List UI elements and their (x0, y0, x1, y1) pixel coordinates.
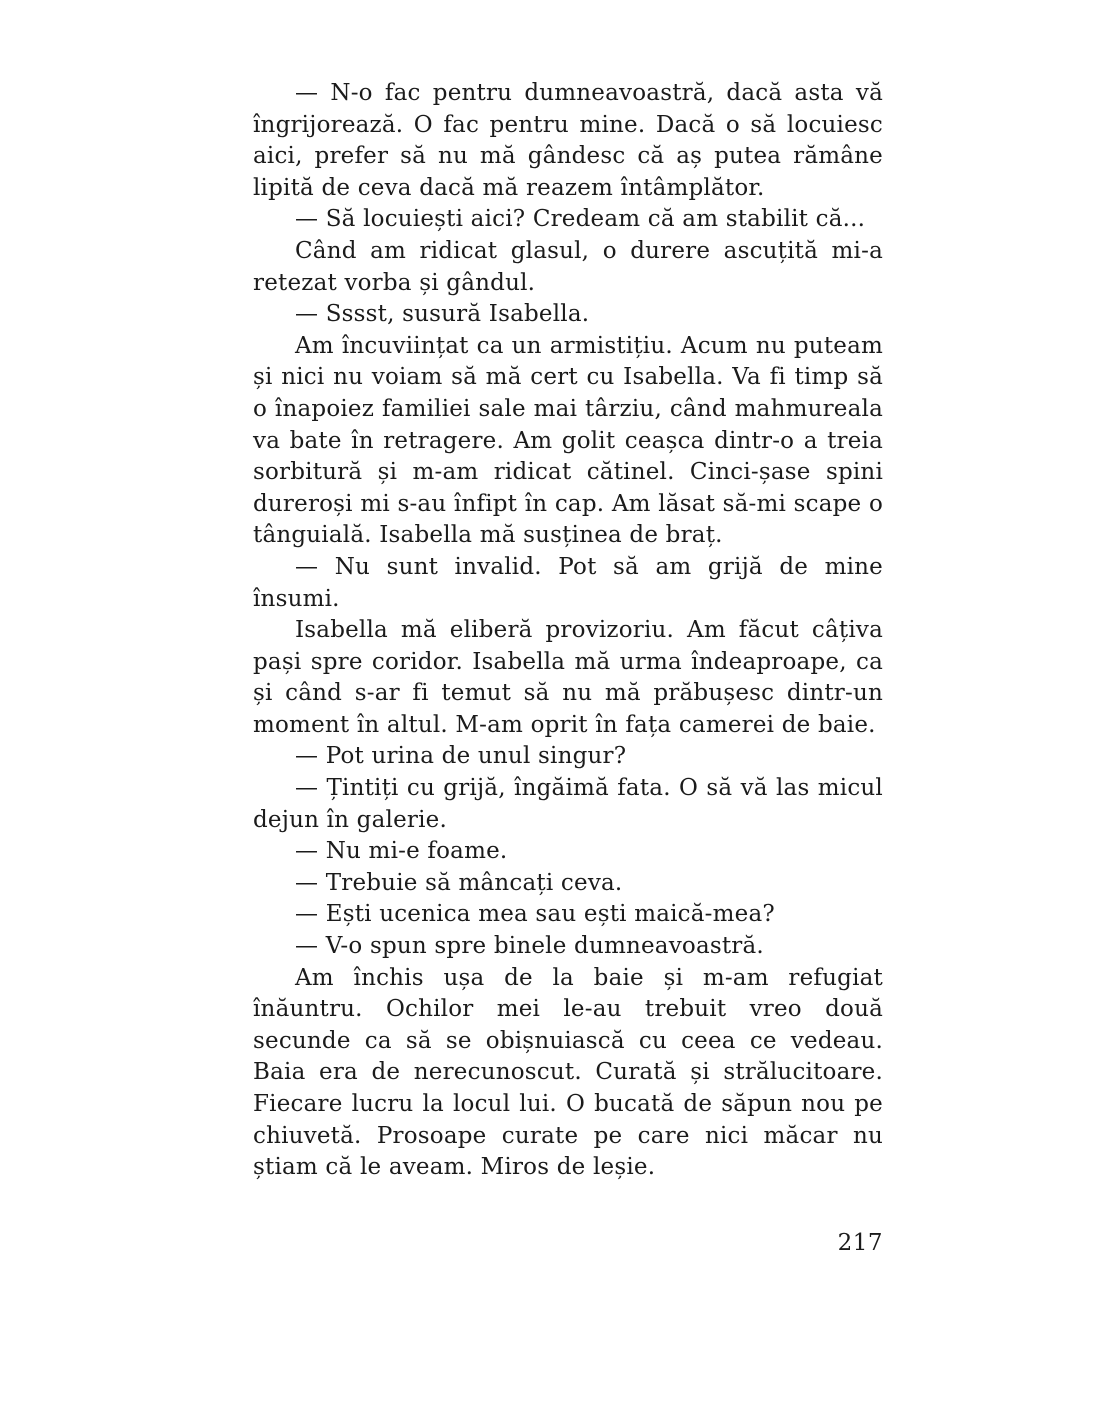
paragraph: — Nu sunt invalid. Pot să am grijă de mine însumi. (253, 553, 883, 612)
page-number: 217 (837, 1229, 883, 1256)
page-text (253, 78, 883, 1184)
paragraph: — V-o spun spre binele dumneavoastră. (295, 933, 764, 960)
paragraph: — Trebuie să mâncați ceva. (295, 869, 623, 896)
paragraph: Am închis ușa de la baie și m-am refugiat înăuntru. Ochilor mei le-au trebuit vreo două secunde ca să se obișnuiască cu ceea ce vedeau. Baia era de nerecunoscut. Curată și strălucitoare. Fiecare lucru la locul lui. O bucată de săpun nou pe chiuvetă. Prosoape curate pe care nici măcar nu știam că le aveam. Miros de leșie. (253, 964, 883, 1181)
paragraph: Isabella mă eliberă provizoriu. Am făcut câțiva pași spre coridor. Isabella mă urma îndeaproape, ca și când s-ar fi temut să nu mă prăbușesc dintr-un moment în altul. M-am oprit în fața camerei de baie. (253, 617, 883, 738)
paragraph: Am încuviințat ca un armistițiu. Acum nu puteam și nici nu voiam să mă cert cu Isabella. Va fi timp să o înapoiez familiei sale mai târziu, când mahmureala va bate în retragere. Am golit ceașca dintr-o a treia sorbitură și m-am ridicat cătinel. Cinci-șase spini dureroși mi s-au înfipt în cap. Am lăsat să-mi scape o tânguială. Isabella mă susținea de braț. (253, 332, 883, 549)
paragraph: — N-o fac pentru dumneavoastră, dacă asta vă îngrijorează. O fac pentru mine. Dacă o să locuiesc aici, prefer să nu mă gândesc că aș putea rămâne lipită de ceva dacă mă reazem întâmplător. (253, 80, 883, 201)
book-page (253, 78, 883, 1256)
paragraph: — Pot urina de unul singur? (295, 743, 627, 770)
paragraph: Când am ridicat glasul, o durere ascuțită mi-a retezat vorba și gândul. (253, 237, 883, 296)
paragraph: — Țintiți cu grijă, îngăimă fata. O să vă las micul dejun în galerie. (253, 775, 883, 833)
paragraph: — Sssst, susură Isabella. (295, 301, 590, 328)
paragraph: — Ești ucenica mea sau ești maică-mea? (295, 901, 775, 928)
paragraph: — Să locuiești aici? Credeam că am stabilit că... (295, 206, 866, 233)
paragraph: — Nu mi-e foame. (295, 838, 508, 865)
